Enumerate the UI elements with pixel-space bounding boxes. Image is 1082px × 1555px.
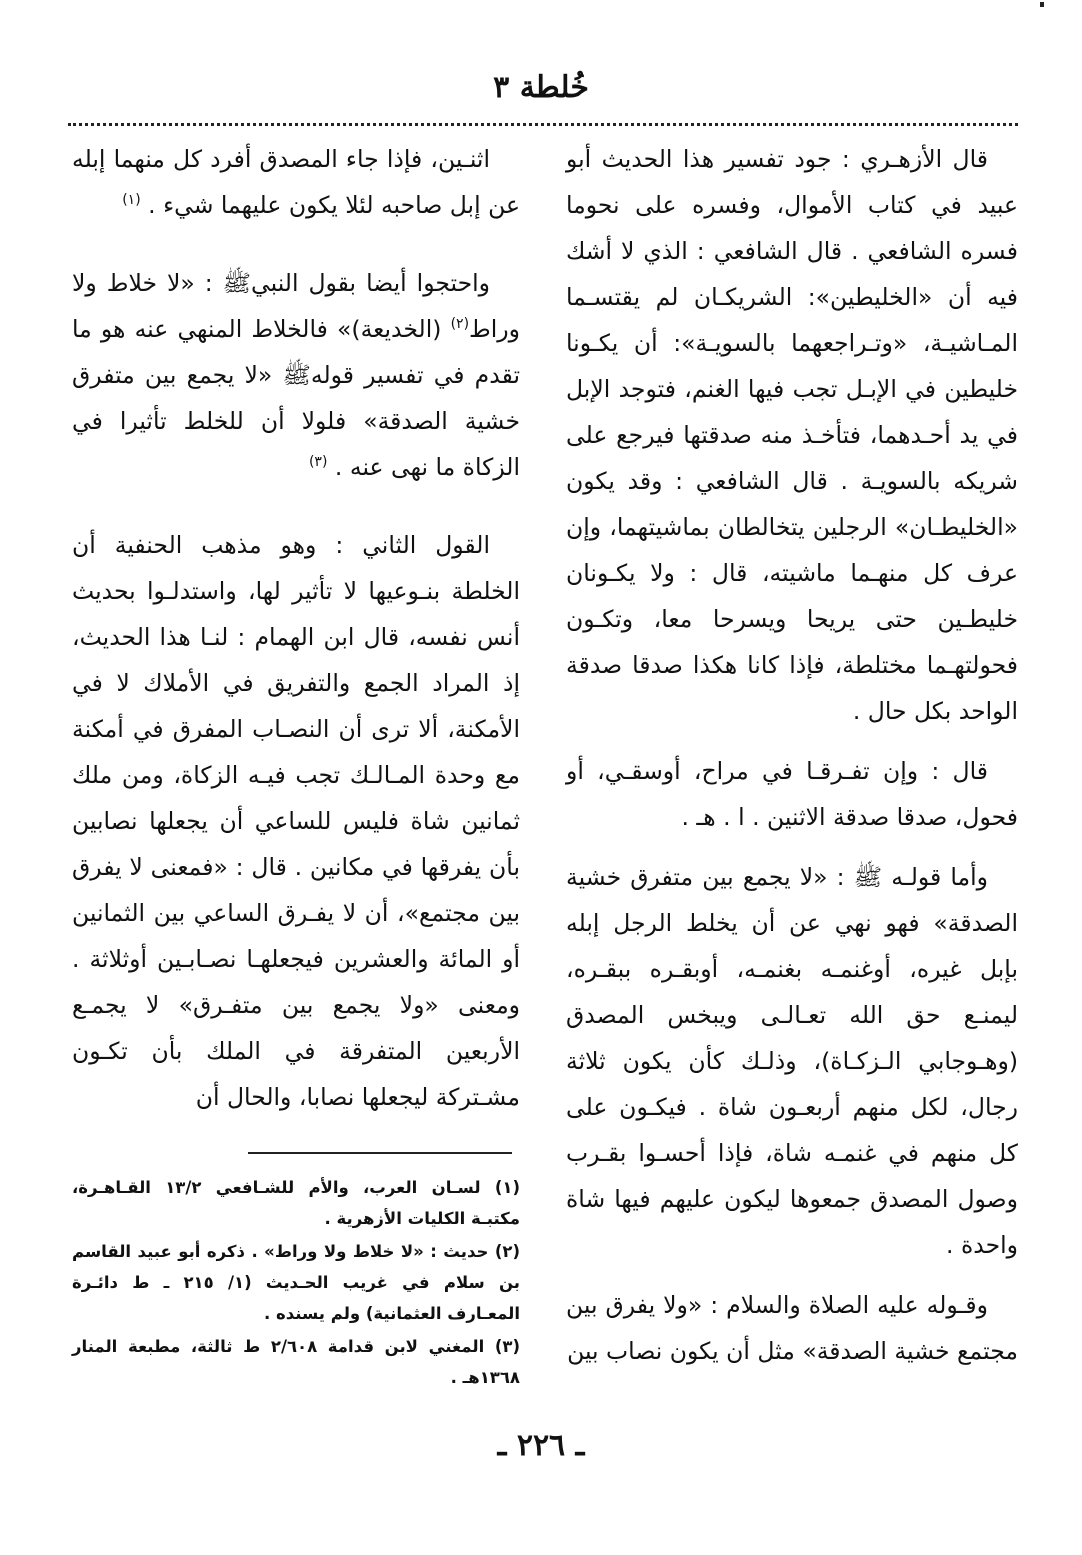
footnote: (١) لسـان العرب، والأم للشـافعي ١٣/٢ القـاهـرة، مكتبـة الكليات الأزهرية . xyxy=(72,1178,520,1228)
paragraph-text: واحتجوا أيضا بقول النبيﷺ : «لا خلاط ولا وراط xyxy=(72,269,520,343)
header-divider xyxy=(68,123,1018,126)
page-title: خُلطة ٣ xyxy=(493,70,589,105)
footnote: (٣) المغني لابن قدامة ٢/٦٠٨ ط ثالثة، مطبعة المنار ١٣٦٨هـ . xyxy=(72,1337,520,1387)
paragraph xyxy=(72,260,520,490)
left-column xyxy=(72,136,520,1120)
footnotes xyxy=(72,1172,520,1393)
right-column xyxy=(566,136,1018,1374)
paragraph xyxy=(72,136,520,228)
footnote-divider xyxy=(248,1152,512,1154)
footnote-ref: (١) xyxy=(122,192,141,209)
paragraph: قال : وإن تفـرقـا في مراح، أوسقـي، أو فحول، صدقا صدقة الاثنين . ا . هـ . xyxy=(566,757,1018,831)
paragraph: وأما قولـه ﷺ : «لا يجمع بين متفرق خشية الصدقة» فهو نهي عن أن يخلط الرجل إبله بإبل غيره، أوغنمـه بغنمـه، أوبقـره ببقـره، ليمنـع حق الله تعـالـى ويبخس المصدق (وهـوجابي الـزكـاة)، وذلـك كأن يكون ثلاثة رجال، لكل منهم أربعـون شاة . فيكـون على كل منهم في غنمـه شاة، فإذا أحسـوا بقـرب وصول المصدق جمعوها ليكون عليهم فيها شاة واحدة . xyxy=(566,863,1018,1259)
paragraph: القول الثاني : وهو مذهب الحنفية أن الخلطة بنـوعيها لا تأثير لها، واستدلـوا بحديث أنس نفسه، قال ابن الهمام : لنـا هذا الحديث، إذ المراد الجمع والتفريق في الأملاك لا في الأمكنة، ألا ترى أن النصـاب المفرق في أمكنة مع وحدة المـالـك تجب فيـه الزكاة، ومن ملك ثمانين شاة فليس للساعي أن يجعلها نصابين بأن يفرقها في مكانين . قال : «فمعنى لا يفرق بين مجتمع»، أن لا يفـرق الساعي بين الثمانين أو المائة والعشرين فيجعلهـا نصـابـين أوثلاثة . ومعنى «ولا يجمع بين متفـرق» لا يجمـع الأربعين المتفرقة في الملك بأن تكـون مشـتركة ليجعلها نصابا، والحال أن xyxy=(72,531,520,1111)
paragraph-text: اثنـين، فإذا جاء المصدق أفرد كل منهما إبله عن إبل صاحبه لئلا يكون عليهما شيء . xyxy=(72,145,520,219)
page-number: ـ ٢٢٦ ـ xyxy=(497,1428,585,1463)
footnote-ref: (٣) xyxy=(308,454,328,471)
paragraph: وقـوله عليه الصلاة والسلام : «ولا يفرق بين مجتمع خشية الصدقة» مثل أن يكون نصاب بين xyxy=(566,1291,1018,1365)
footnote: (٢) حديث : «لا خلاط ولا وراط» . ذكره أبو عبيد القاسم بن سلام في غريب الحـديث (١/ ٢١٥ ـ ط دائـرة المعـارف العثمانية) ولم يسنده . xyxy=(72,1242,520,1323)
footnote-ref: (٢) xyxy=(450,316,470,333)
scan-mark xyxy=(1040,2,1044,7)
paragraph: قال الأزهـري : جود تفسير هذا الحديث أبو عبيد في كتاب الأموال، وفسره على نحوما فسره الشافعي . قال الشافعي : الذي لا أشك فيه أن «الخليطين»: الشريكـان لم يقتسـما المـاشيـة، «وتـراجعهما بالسويـة»: أن يكـونا خليطين في الإبـل تجب فيها الغنم، فتوجد الإبل في يد أحـدهما، فتأخـذ منه صدقتها فيرجع على شريكه بالسويـة . قال الشافعي : وقد يكون «الخليطـان» الرجلين يتخالطان بماشيتهما، وإن عرف كل منهـما ماشيته، قال : ولا يكـونان خليطـين حتى يريحا ويسرحا معا، وتكـون فحولتهـما مختلطة، فإذا كانا هكذا صدقا صدقة الواحد بكل حال . xyxy=(566,145,1018,725)
paragraph-text: (الخديعة)» فالخلاط المنهي عنه هو ما تقدم في تفسير قولهﷺ «لا يجمع بين متفرق خشية الصدقة» فلولا أن للخلط تأثيرا في الزكاة ما نهى عنه . xyxy=(72,315,520,481)
